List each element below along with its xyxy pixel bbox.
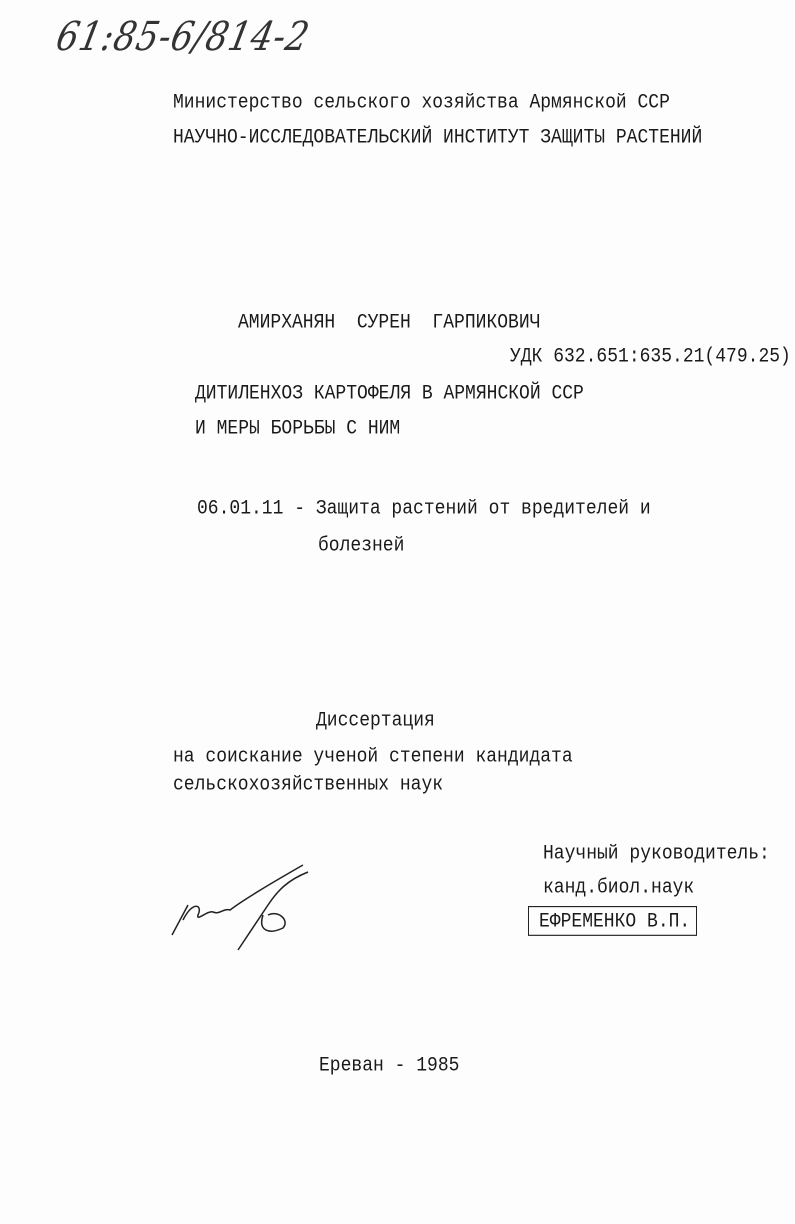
supervisor-name: ЕФРЕМЕНКО В.П. <box>528 906 697 936</box>
specialty-line-2: болезней <box>318 534 405 558</box>
signature <box>168 860 318 955</box>
title-line-1: ДИТИЛЕНХОЗ КАРТОФЕЛЯ В АРМЯНСКОЙ ССР <box>195 382 584 406</box>
author-name: АМИРХАНЯН СУРЕН ГАРПИКОВИЧ <box>238 311 541 335</box>
institute-line: НАУЧНО-ИССЛЕДОВАТЕЛЬСКИЙ ИНСТИТУТ ЗАЩИТЫ РАСТЕНИЙ <box>173 126 703 150</box>
dissertation-line-1: на соискание ученой степени кандидата <box>173 745 573 769</box>
title-line-2: И МЕРЫ БОРЬБЫ С НИМ <box>195 417 401 441</box>
handwritten-catalog-code: 61:85-6/814-2 <box>52 14 314 60</box>
udk-code: УДК 632.651:635.21(479.25) <box>510 345 791 369</box>
specialty-line-1: 06.01.11 - Защита растений от вредителей и <box>197 497 651 521</box>
dissertation-label: Диссертация <box>316 709 435 733</box>
supervisor-degree: канд.биол.наук <box>543 876 695 900</box>
supervisor-label: Научный руководитель: <box>543 842 770 866</box>
ministry-line: Министерство сельского хозяйства Армянской ССР <box>173 91 670 115</box>
city-year: Ереван - 1985 <box>319 1054 460 1078</box>
dissertation-line-2: сельскохозяйственных наук <box>173 773 444 797</box>
